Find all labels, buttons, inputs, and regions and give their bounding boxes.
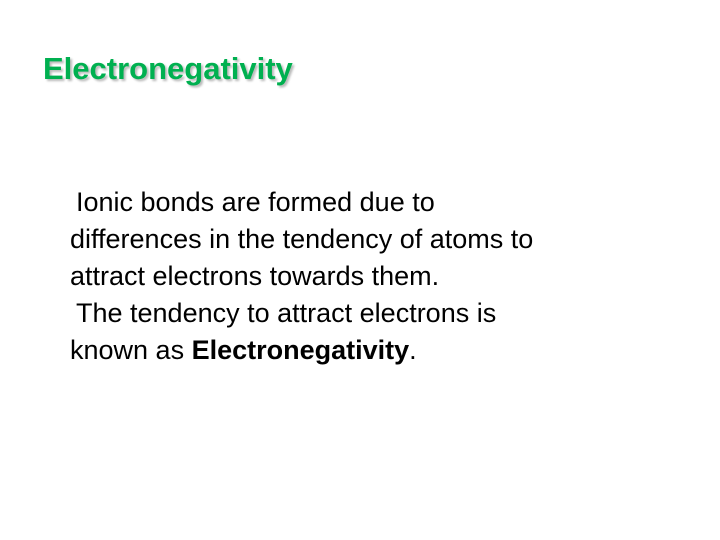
paragraph-2-line-2-suffix: . <box>409 335 417 365</box>
paragraph-2-line-2-prefix: known as <box>70 335 192 365</box>
slide-title: Electronegativity <box>43 51 293 86</box>
paragraph-2-line-1: The tendency to attract electrons is <box>76 298 497 328</box>
paragraph-ionic-bonds <box>70 184 710 295</box>
paragraph-1-line-2: differences in the tendency of atoms to <box>70 224 534 254</box>
electronegativity-term: Electronegativity <box>191 335 410 365</box>
paragraph-1-line-3: attract electrons towards them. <box>70 261 440 291</box>
slide-body <box>70 184 710 369</box>
paragraph-definition <box>70 295 710 369</box>
paragraph-1-line-1: Ionic bonds are formed due to <box>76 187 435 217</box>
